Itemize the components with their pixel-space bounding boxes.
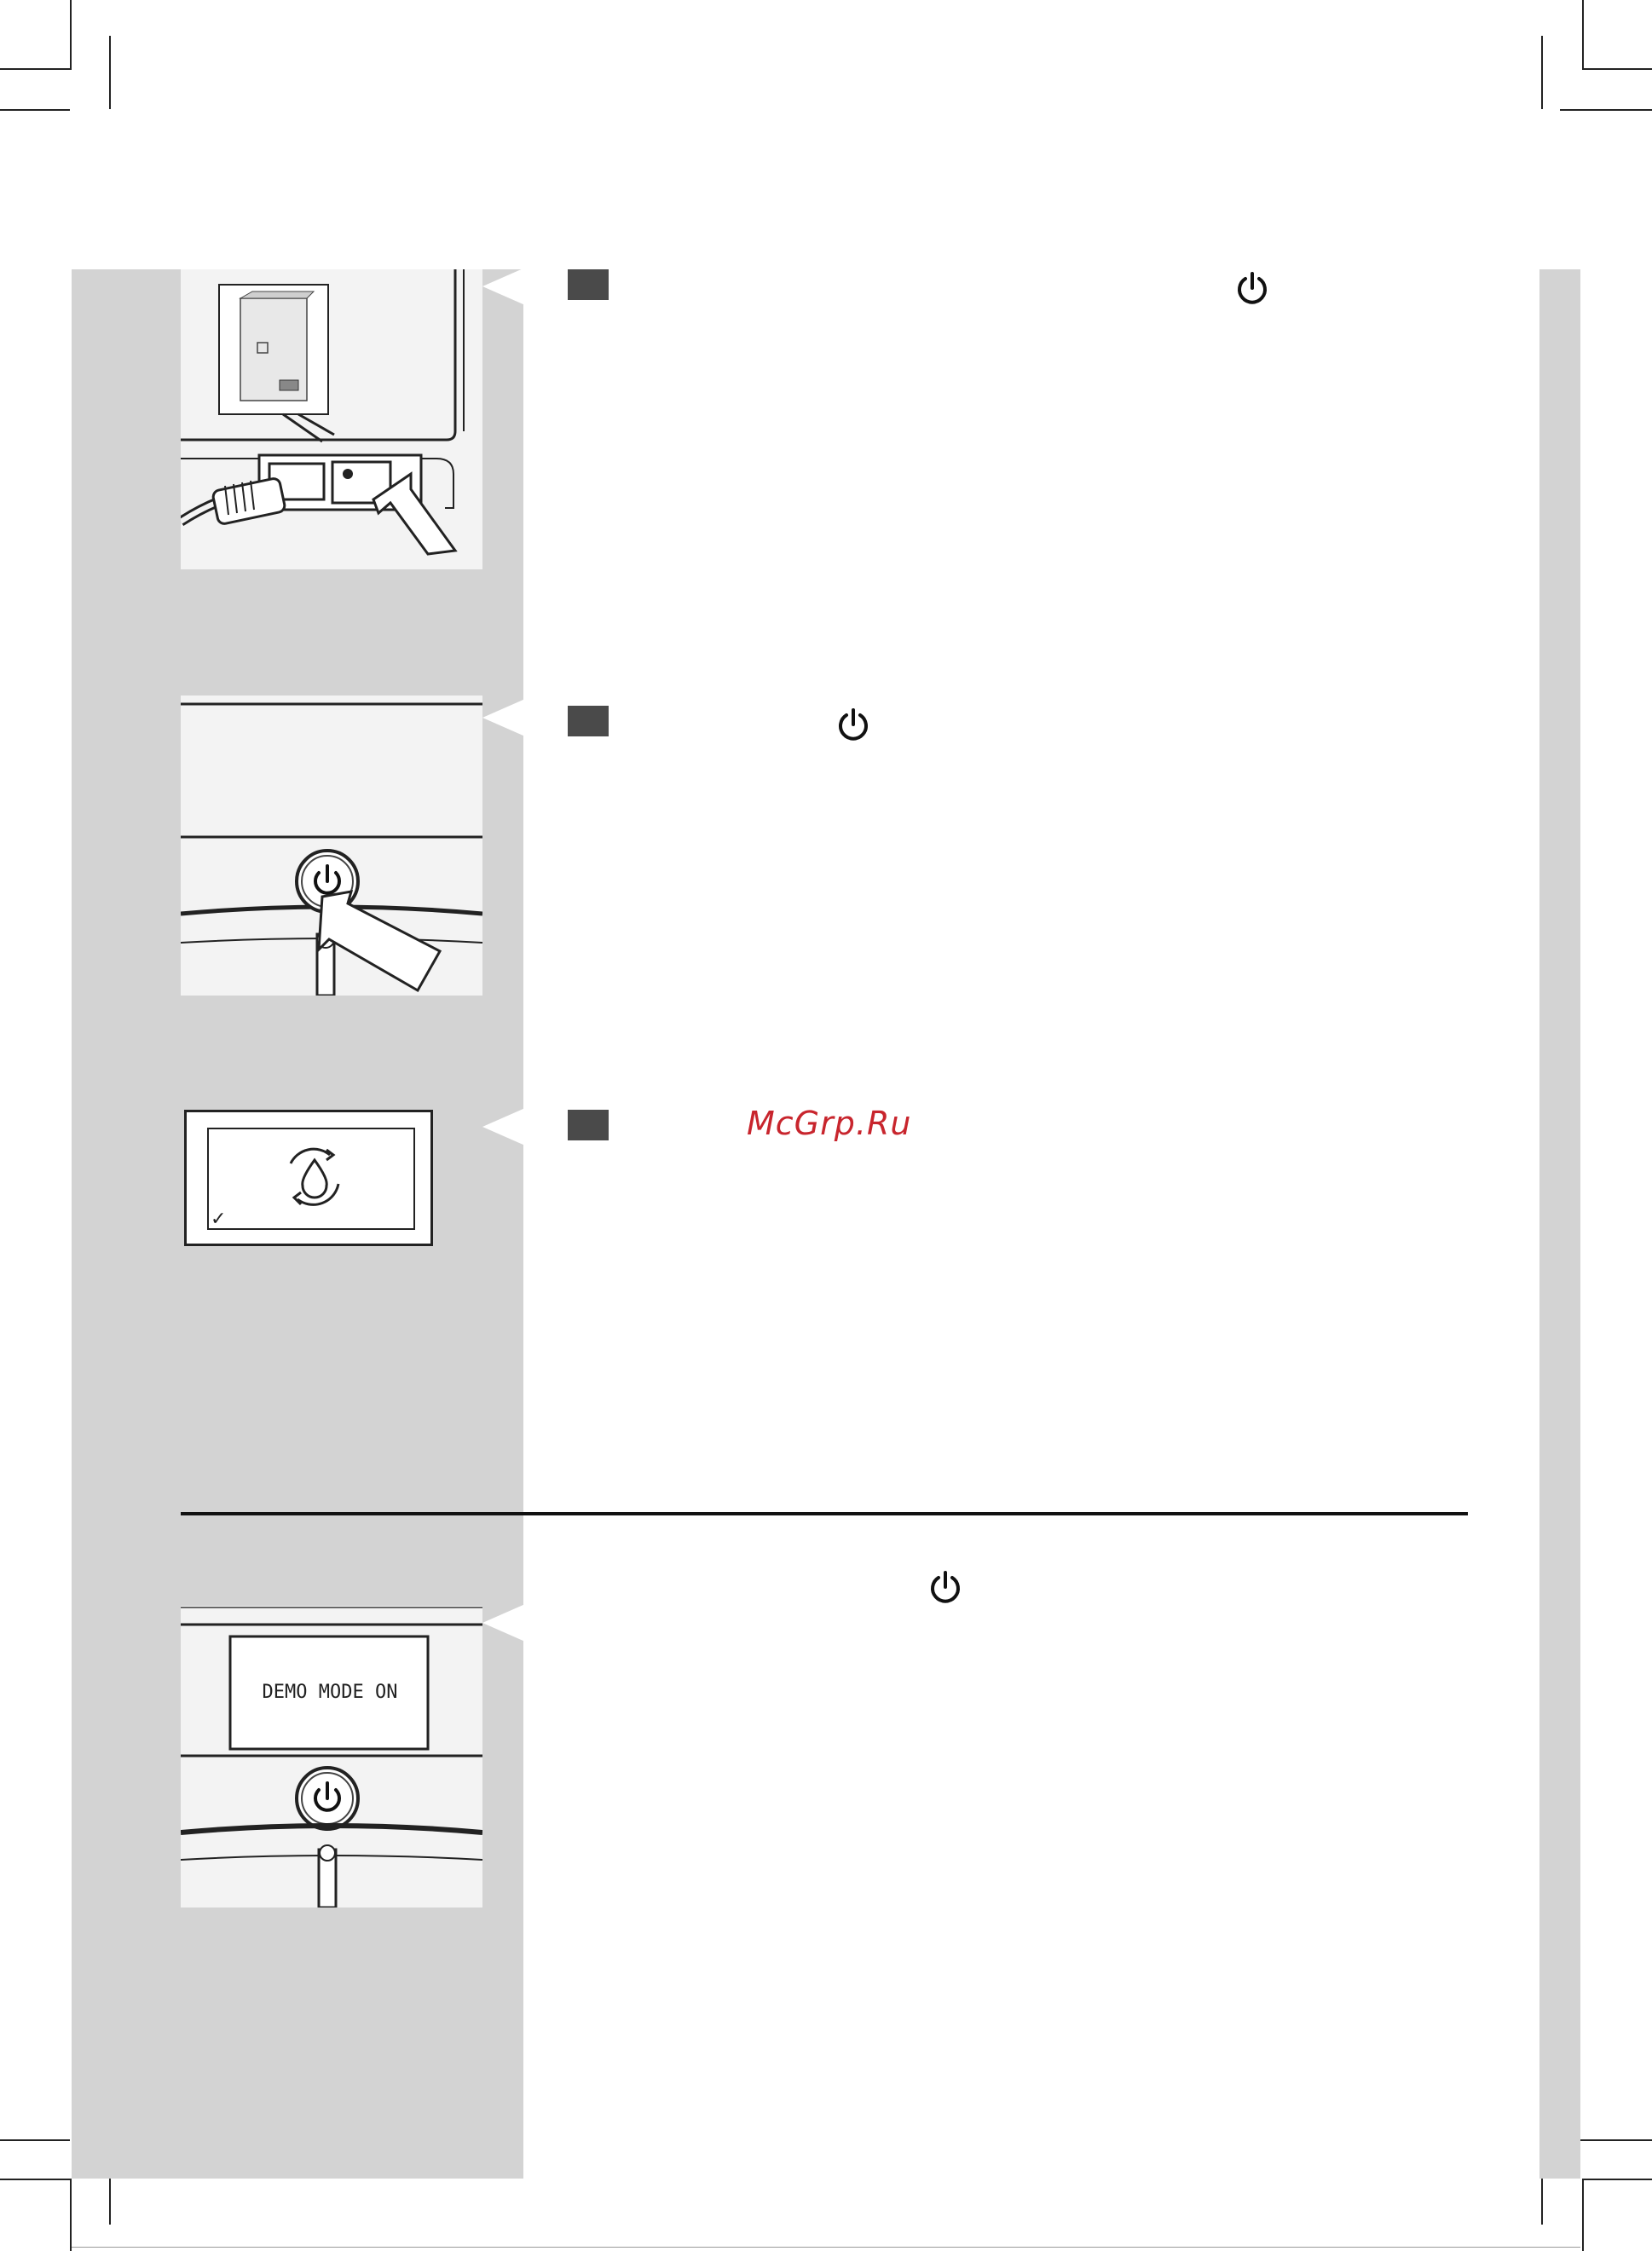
crop-mark (1582, 68, 1652, 70)
crop-mark (109, 36, 111, 109)
rinse-drop-icon (209, 1129, 413, 1228)
crop-mark (0, 2139, 70, 2141)
illustration-power-button (181, 696, 482, 996)
crop-mark (1582, 2179, 1584, 2251)
display-screen (207, 1128, 415, 1230)
step-1-pointer (482, 268, 525, 305)
step-2-pointer (482, 699, 525, 736)
crop-mark (70, 0, 72, 70)
demo-mode-display-text: DEMO MODE ON (262, 1681, 398, 1703)
watermark: McGrp.Ru (747, 1105, 912, 1142)
crop-mark (1541, 36, 1543, 109)
step-1-number-box (568, 269, 609, 300)
crop-mark (0, 2179, 70, 2180)
section-divider (181, 1512, 1468, 1515)
crop-mark (72, 2247, 1580, 2248)
crop-mark (0, 68, 70, 70)
power-button-press-drawing (181, 696, 482, 996)
crop-mark (1582, 2179, 1652, 2180)
step-2-number-box (568, 706, 609, 736)
power-icon (927, 1570, 963, 1609)
step-3-pointer (482, 1108, 525, 1146)
right-margin-band (1539, 269, 1580, 2179)
demo-pointer (482, 1604, 525, 1642)
power-icon (1234, 271, 1270, 310)
crop-mark (1582, 0, 1584, 70)
check-icon: ✓ (211, 1209, 227, 1230)
crop-mark (1560, 109, 1652, 111)
power-icon (835, 707, 871, 747)
step-3-number-box (568, 1110, 609, 1140)
crop-mark (0, 109, 70, 111)
crop-mark (70, 2179, 72, 2251)
machine-back-switch-drawing (181, 269, 482, 569)
illustration-display-rinse (184, 1110, 433, 1246)
illustration-main-switch (181, 269, 482, 569)
